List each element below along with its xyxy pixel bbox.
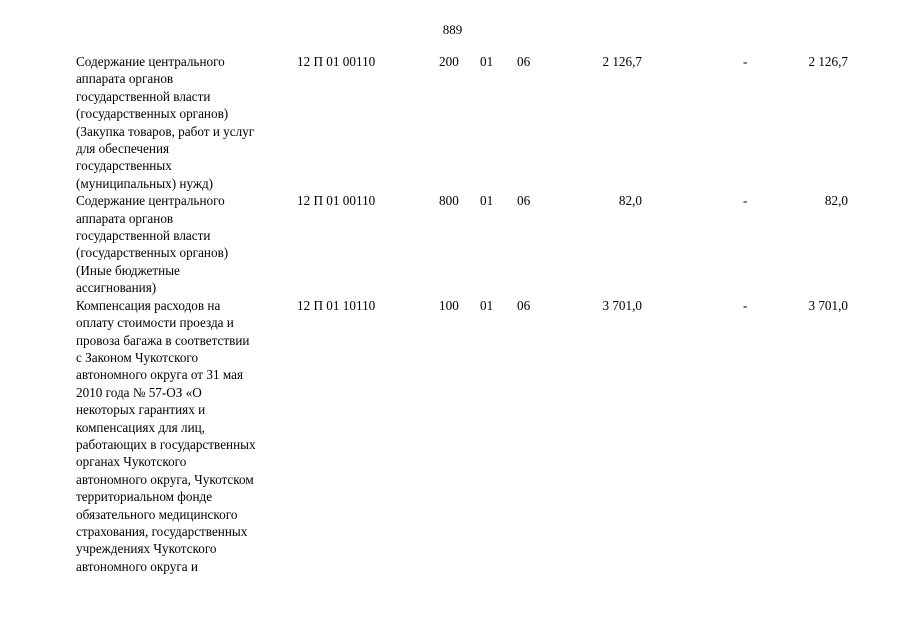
amount-total: 2 126,7 xyxy=(808,54,848,69)
amount-total: 3 701,0 xyxy=(808,297,848,313)
amount-change: - xyxy=(743,297,748,313)
subsection-code: 06 xyxy=(517,54,531,69)
amount-original: 82,0 xyxy=(618,193,642,209)
expense-name-line: (государственных органов) xyxy=(76,106,229,122)
expense-name-line: органах Чукотского xyxy=(76,454,187,470)
expense-name xyxy=(76,192,288,296)
expense-name-line: аппарата органов xyxy=(76,71,174,87)
amount-original: 3 701,0 xyxy=(602,297,642,313)
section-code: 01 xyxy=(480,54,494,69)
expense-name-line: страхования, государственных xyxy=(76,523,248,539)
expense-name-line: ассигнования) xyxy=(76,280,157,296)
expense-name-line: для обеспечения xyxy=(76,141,170,157)
expense-name-line: работающих в государственных xyxy=(76,436,256,452)
expense-name-line: автономного округа и xyxy=(76,558,198,574)
expense-name-line: провоза багажа в соответствии xyxy=(76,332,250,348)
target-article-code: 12 П 01 00110 xyxy=(297,54,376,69)
subsection-code: 06 xyxy=(517,193,531,209)
amount-change: - xyxy=(743,193,748,209)
page-number: 889 xyxy=(442,22,463,37)
expense-name-line: с Законом Чукотского xyxy=(76,349,199,365)
expense-name-line: аппарата органов xyxy=(76,210,174,226)
expense-type-code: 100 xyxy=(439,297,459,313)
target-article-code: 12 П 01 10110 xyxy=(297,297,376,313)
table-row xyxy=(76,297,856,576)
amount-total: 82,0 xyxy=(824,193,848,209)
amount-change: - xyxy=(743,54,748,69)
expense-name xyxy=(76,53,288,192)
expense-name-line: 2010 года № 57-ОЗ «О xyxy=(76,384,202,400)
expense-name-line: (государственных органов) xyxy=(76,245,229,261)
expense-name-line: Компенсация расходов на xyxy=(76,297,221,313)
expense-name-line: государственной власти xyxy=(76,88,211,104)
section-code: 01 xyxy=(480,193,494,209)
amount-original: 2 126,7 xyxy=(602,54,642,69)
expense-name-line: территориальном фонде xyxy=(76,489,213,505)
expense-name-line: обязательного медицинского xyxy=(76,506,238,522)
expense-name-line: учреждениях Чукотского xyxy=(76,541,217,557)
expense-name-line: компенсациях для лиц, xyxy=(76,419,205,435)
subsection-code: 06 xyxy=(517,297,531,313)
section-code: 01 xyxy=(480,297,494,313)
expense-name-line: автономного округа от 31 мая xyxy=(76,367,244,383)
expense-name-line: автономного округа, Чукотском xyxy=(76,471,254,487)
table-row xyxy=(76,192,856,296)
expense-name-line: Содержание центрального xyxy=(76,54,225,69)
expense-name-line: (Закупка товаров, работ и услуг xyxy=(76,123,255,139)
expense-name-line: оплату стоимости проезда и xyxy=(76,315,234,331)
expense-type-code: 800 xyxy=(439,193,459,209)
expense-type-code: 200 xyxy=(439,54,459,69)
expense-name-line: Содержание центрального xyxy=(76,193,225,209)
expense-name-line: (муниципальных) нужд) xyxy=(76,175,214,191)
expense-name-line: (Иные бюджетные xyxy=(76,262,180,278)
budget-table xyxy=(76,53,856,575)
expense-name-line: государственной власти xyxy=(76,228,211,244)
expense-name-line: некоторых гарантиях и xyxy=(76,402,206,418)
table-row xyxy=(76,53,856,192)
target-article-code: 12 П 01 00110 xyxy=(297,193,376,209)
expense-name-line: государственных xyxy=(76,158,172,174)
expense-name xyxy=(76,297,288,576)
